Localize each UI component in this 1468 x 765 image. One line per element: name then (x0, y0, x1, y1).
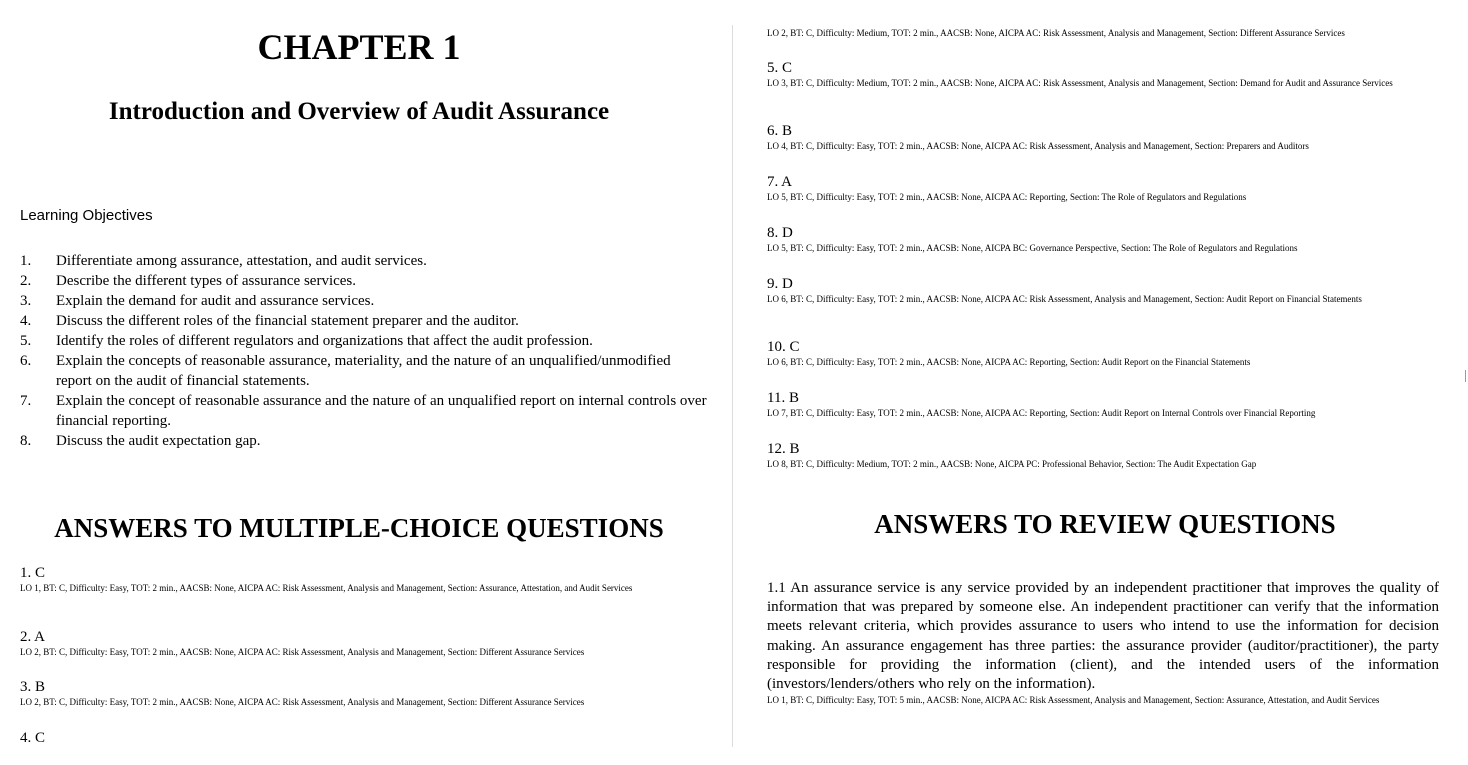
mcq-answer (20, 679, 700, 708)
mcq-answer (20, 565, 700, 594)
learning-objectives-list (20, 251, 710, 451)
mcq-answer (20, 730, 700, 747)
objective-number: 8. (20, 433, 32, 449)
answer-meta: LO 3, BT: C, Difficulty: Medium, TOT: 2 min., AACSB: None, AICPA AC: Risk Assessment, Analysis and Management, Section: Demand for Audit and Assurance Services (767, 78, 1393, 88)
answer-label: 1. C (20, 565, 46, 581)
objective-text: Discuss the audit expectation gap. (56, 433, 261, 449)
objective-item (20, 331, 710, 351)
mcq-answer (767, 225, 1447, 254)
answer-meta: LO 2, BT: C, Difficulty: Easy, TOT: 2 min., AACSB: None, AICPA AC: Risk Assessment, Analysis and Management, Section: Different Assurance Services (20, 647, 585, 657)
review-answers-heading: ANSWERS TO REVIEW QUESTIONS (874, 509, 1336, 539)
answer-meta: LO 4, BT: C, Difficulty: Easy, TOT: 2 min., AACSB: None, AICPA AC: Risk Assessment, Analysis and Management, Section: Preparers and Auditors (767, 141, 1309, 151)
mcq-answer (767, 60, 1447, 89)
answer-meta: LO 5, BT: C, Difficulty: Easy, TOT: 2 min., AACSB: None, AICPA AC: Reporting, Section: The Role of Regulators and Regulations (767, 192, 1247, 202)
answer-label: 6. B (767, 123, 793, 139)
objective-item (20, 251, 710, 271)
answer-label: 4. C (20, 730, 46, 746)
answer-meta: LO 8, BT: C, Difficulty: Medium, TOT: 2 min., AACSB: None, AICPA PC: Professional Behavior, Section: The Audit Expectation Gap (767, 459, 1257, 469)
objective-item (20, 291, 710, 311)
objective-number: 4. (20, 313, 32, 329)
answer-meta: LO 2, BT: C, Difficulty: Easy, TOT: 2 min., AACSB: None, AICPA AC: Risk Assessment, Analysis and Management, Section: Different Assurance Services (20, 697, 585, 707)
objective-item (20, 311, 710, 331)
answer-label: 10. C (767, 339, 800, 355)
objective-text: Differentiate among assurance, attestation, and audit services. (56, 253, 427, 269)
answer-label: 5. C (767, 60, 793, 76)
objective-text: Describe the different types of assurance services. (56, 273, 357, 289)
review-answer (767, 579, 1439, 706)
mcq-answer (767, 441, 1447, 470)
mcq-answer (767, 174, 1447, 203)
page-divider (732, 25, 733, 747)
chapter-title: CHAPTER 1 (257, 27, 461, 67)
chapter-subtitle: Introduction and Overview of Audit Assurance (108, 98, 610, 125)
left-page (20, 0, 710, 765)
objective-number: 2. (20, 273, 32, 289)
objective-item (20, 391, 710, 431)
objective-item (20, 351, 710, 391)
mcq-answer (20, 629, 700, 658)
answer-label: 7. A (767, 174, 793, 190)
answer-label: 11. B (767, 390, 799, 406)
right-page (767, 0, 1447, 765)
objective-text: Identify the roles of different regulators and organizations that affect the audit profession. (56, 333, 593, 349)
answer-meta: LO 2, BT: C, Difficulty: Medium, TOT: 2 min., AACSB: None, AICPA AC: Risk Assessment, Analysis and Management, Section: Different Assurance Services (767, 28, 1345, 38)
mcq-answer (767, 339, 1447, 368)
objective-text: Explain the demand for audit and assurance services. (56, 293, 375, 309)
answer-meta: LO 6, BT: C, Difficulty: Easy, TOT: 2 min., AACSB: None, AICPA AC: Risk Assessment, Analysis and Management, Section: Audit Report on Financial Statements (767, 294, 1362, 304)
review-answer-meta: LO 1, BT: C, Difficulty: Easy, TOT: 5 min., AACSB: None, AICPA AC: Risk Assessment, Analysis and Management, Section: Assurance, Attestation, and Audit Services (767, 695, 1380, 706)
review-answer-text: 1.1 An assurance service is any service provided by an independent practitioner that improves the quality of information that was prepared by someone else. An independent practitioner can verify that the information meets relevant criteria, which provides assurance to users who intend to use the information for decision making. An assurance engagement has three parties: the assurance provider (auditor/practitioner), the party responsible for providing the information (client), and the intended users of the information (investors/lenders/others who rely on the information). (767, 580, 1439, 693)
answer-meta: LO 5, BT: C, Difficulty: Easy, TOT: 2 min., AACSB: None, AICPA BC: Governance Perspective, Section: The Role of Regulators and Regulations (767, 243, 1298, 253)
mcq-answer-continued (767, 27, 1447, 39)
answer-meta: LO 1, BT: C, Difficulty: Easy, TOT: 2 min., AACSB: None, AICPA AC: Risk Assessment, Analysis and Management, Section: Assurance, Attestation, and Audit Services (20, 583, 633, 593)
objective-text: Discuss the different roles of the financial statement preparer and the auditor. (56, 313, 519, 329)
answer-meta: LO 7, BT: C, Difficulty: Easy, TOT: 2 min., AACSB: None, AICPA AC: Reporting, Section: Audit Report on Internal Controls over Financial Reporting (767, 408, 1316, 418)
objective-item (20, 271, 710, 291)
objective-number: 1. (20, 253, 32, 269)
mcq-answer (767, 276, 1447, 305)
objective-number: 7. (20, 393, 32, 409)
answer-label: 8. D (767, 225, 793, 241)
answer-label: 12. B (767, 441, 800, 457)
objective-number: 5. (20, 333, 32, 349)
objective-number: 6. (20, 353, 32, 369)
answer-label: 9. D (767, 276, 793, 292)
objective-number: 3. (20, 293, 32, 309)
objective-item (20, 431, 710, 451)
answer-meta: LO 6, BT: C, Difficulty: Easy, TOT: 2 min., AACSB: None, AICPA AC: Reporting, Section: Audit Report on the Financial Statements (767, 357, 1251, 367)
objective-text: Explain the concept of reasonable assurance and the nature of an unqualified report on internal controls over financial reporting. (56, 393, 707, 429)
answer-label: 2. A (20, 629, 46, 645)
objective-text: Explain the concepts of reasonable assurance, materiality, and the nature of an unqualified/unmodified report on the audit of financial statements. (56, 353, 671, 389)
mcq-answer (767, 390, 1447, 419)
mcq-answer (767, 123, 1447, 152)
text-cursor-mark (1465, 370, 1466, 382)
mcq-answers-heading: ANSWERS TO MULTIPLE-CHOICE QUESTIONS (54, 513, 664, 543)
learning-objectives-heading: Learning Objectives (20, 207, 153, 224)
answer-label: 3. B (20, 679, 46, 695)
